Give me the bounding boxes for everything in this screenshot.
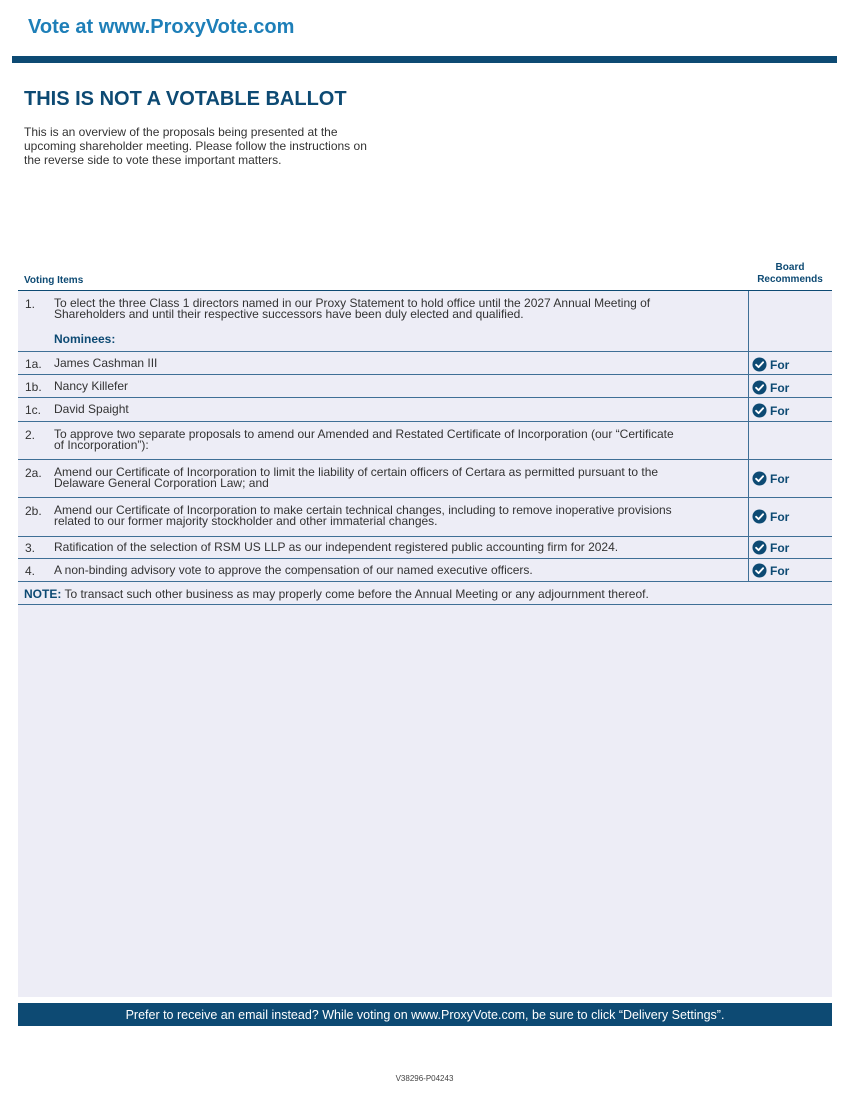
note-row — [18, 582, 832, 605]
item-text-line: related to our former majority stockholder and other immaterial changes. — [54, 514, 438, 528]
intro-line: upcoming shareholder meeting. Please follow the instructions on — [24, 139, 367, 153]
recommendation-label: For — [770, 540, 790, 555]
proposal-row-1 — [18, 291, 832, 352]
proposal-row-2 — [18, 422, 832, 460]
nominee-row-1a — [18, 352, 832, 375]
delivery-settings-banner: Prefer to receive an email instead? While voting on www.ProxyVote.com, be sure to click “Delivery Settings”. — [18, 1003, 832, 1026]
header-rule — [12, 56, 837, 63]
item-text: A non-binding advisory vote to approve the compensation of our named executive officers. — [54, 563, 533, 577]
nominees-label: Nominees: — [54, 332, 116, 346]
item-text: Ratification of the selection of RSM US LLP as our independent registered public accounting firm for 2024. — [54, 540, 619, 554]
item-text-line: To approve two separate proposals to amend our Amended and Restated Certificate of Incorporation (our “Certificate — [54, 427, 674, 441]
check-circle-icon — [752, 380, 767, 395]
page-title: THIS IS NOT A VOTABLE BALLOT — [24, 88, 347, 110]
board-header-line: Recommends — [757, 274, 823, 285]
recommendation-label: For — [770, 380, 790, 395]
check-circle-icon — [752, 471, 767, 486]
item-text — [54, 505, 744, 527]
recommendation-label: For — [770, 563, 790, 578]
proposal-row-3 — [18, 537, 832, 559]
item-text-line: Amend our Certificate of Incorporation to make certain technical changes, including to remove inoperative provisions — [54, 503, 672, 517]
proxyvote-link[interactable]: Vote at www.ProxyVote.com — [28, 16, 295, 38]
item-text-line: Shareholders and until their respective successors have been duly elected and qualified. — [54, 307, 524, 321]
recommendation-3 — [752, 540, 789, 555]
check-circle-icon — [752, 563, 767, 578]
recommendation-label: For — [770, 357, 790, 372]
item-number: 2. — [25, 428, 36, 442]
note-text — [24, 587, 649, 601]
item-number: 1b. — [25, 380, 42, 394]
item-number: 1. — [25, 297, 36, 311]
item-text: David Spaight — [54, 402, 129, 416]
item-text-line: Delaware General Corporation Law; and — [54, 476, 269, 490]
check-circle-icon — [752, 357, 767, 372]
voting-items-header: Voting Items — [24, 275, 84, 286]
proposal-row-4 — [18, 559, 832, 582]
recommendation-1a — [752, 357, 789, 372]
item-number: 3. — [25, 541, 36, 555]
item-text — [54, 467, 744, 489]
recommendation-label: For — [770, 509, 790, 524]
recommendation-label: For — [770, 471, 790, 486]
item-number: 2b. — [25, 504, 42, 518]
note-label: NOTE: — [24, 587, 62, 601]
board-recommends-header — [749, 262, 831, 286]
item-number: 1a. — [25, 357, 42, 371]
item-text-line: To elect the three Class 1 directors named in our Proxy Statement to hold office until the 2027 Annual Meeting of — [54, 296, 651, 310]
document-code: V38296-P04243 — [395, 1074, 454, 1083]
recommendation-1b — [752, 380, 789, 395]
nominee-row-1c — [18, 398, 832, 422]
item-text: James Cashman III — [54, 356, 158, 370]
check-circle-icon — [752, 509, 767, 524]
note-body: To transact such other business as may properly come before the Annual Meeting or any adjournment thereof. — [61, 587, 649, 601]
check-circle-icon — [752, 403, 767, 418]
proposal-row-2b — [18, 498, 832, 537]
item-text: Nancy Killefer — [54, 379, 129, 393]
intro-text — [24, 125, 424, 167]
item-text-line: Amend our Certificate of Incorporation to limit the liability of certain officers of Certara as permitted pursuant to the — [54, 465, 659, 479]
board-header-line: Board — [775, 262, 805, 273]
recommendation-label: For — [770, 403, 790, 418]
item-number: 1c. — [25, 403, 42, 417]
item-text — [54, 429, 744, 451]
item-text — [54, 298, 744, 320]
check-circle-icon — [752, 540, 767, 555]
recommendation-1c — [752, 403, 789, 418]
item-text-line: of Incorporation”): — [54, 438, 149, 452]
recommendation-4 — [752, 563, 789, 578]
board-column-separator — [748, 291, 749, 582]
recommendation-2b — [752, 509, 789, 524]
proposal-row-2a — [18, 460, 832, 498]
nominee-row-1b — [18, 375, 832, 398]
intro-line: the reverse side to vote these important matters. — [24, 153, 282, 167]
item-number: 4. — [25, 564, 36, 578]
item-number: 2a. — [25, 466, 42, 480]
intro-line: This is an overview of the proposals being presented at the — [24, 125, 338, 139]
recommendation-2a — [752, 471, 789, 486]
